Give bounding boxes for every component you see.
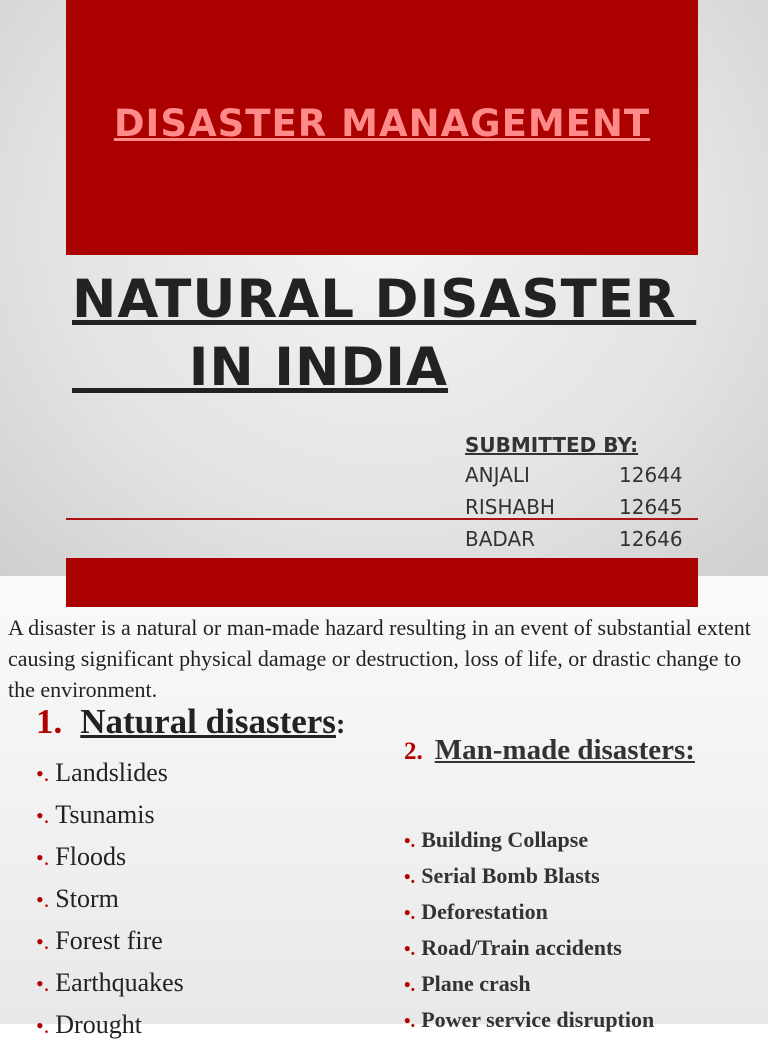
member-row xyxy=(465,495,725,527)
member-row xyxy=(465,527,725,559)
bullet-icon: •. xyxy=(404,1011,416,1032)
bullet-icon: •. xyxy=(404,867,416,888)
manmade-disasters-list xyxy=(404,822,654,1038)
bullet-icon: •. xyxy=(404,831,416,852)
bullet-icon: •. xyxy=(36,845,50,870)
member-name: ANJALI xyxy=(465,463,530,487)
presentation-subject: DISASTER MANAGEMENT xyxy=(113,102,651,145)
bottom-banner xyxy=(66,558,698,576)
bullet-icon: •. xyxy=(36,803,50,828)
list-item xyxy=(404,822,654,858)
list-item-label: Power service disruption xyxy=(421,1007,655,1032)
list-item xyxy=(36,794,184,836)
list-item-label: Floods xyxy=(55,842,127,871)
list-item xyxy=(36,920,184,962)
bullet-icon: •. xyxy=(404,903,416,924)
main-title-line-1: NATURAL DISASTER xyxy=(72,269,697,330)
definition-paragraph: A disaster is a natural or man-made hazard resulting in an event of substantial extent causing significant physical damage or destruction, loss of life, or drastic change to the environment. xyxy=(8,615,751,702)
member-name: BADAR xyxy=(465,527,536,551)
section-title: Man-made disasters: xyxy=(434,734,695,766)
bullet-icon: •. xyxy=(404,939,416,960)
member-row xyxy=(465,463,725,495)
section-number: 1. xyxy=(36,702,63,741)
section-colon: : xyxy=(335,709,346,740)
content-slide xyxy=(0,576,768,1039)
list-item xyxy=(404,966,654,1002)
top-banner xyxy=(66,576,698,607)
member-roll: 12646 xyxy=(619,527,683,551)
main-title xyxy=(72,266,742,402)
list-item xyxy=(36,962,184,1004)
member-name: RISHABH xyxy=(465,495,555,519)
member-roll: 12645 xyxy=(619,495,683,519)
natural-disasters-list xyxy=(36,752,184,1046)
list-item xyxy=(36,1004,184,1046)
list-item-label: Storm xyxy=(55,884,119,913)
list-item xyxy=(404,858,654,894)
bullet-icon: •. xyxy=(36,929,50,954)
main-title-line-2: IN INDIA xyxy=(72,337,449,398)
list-item xyxy=(404,894,654,930)
section-title: Natural disasters xyxy=(80,702,336,741)
list-item-label: Landslides xyxy=(55,758,168,787)
list-item-label: Deforestation xyxy=(421,899,548,924)
list-item-label: Forest fire xyxy=(55,926,163,955)
list-item xyxy=(404,1002,654,1038)
bullet-icon: •. xyxy=(36,1013,50,1038)
list-item-label: Plane crash xyxy=(421,971,531,996)
list-item-label: Tsunamis xyxy=(55,800,155,829)
list-item xyxy=(36,878,184,920)
bullet-icon: •. xyxy=(36,887,50,912)
list-item xyxy=(36,836,184,878)
list-item-label: Building Collapse xyxy=(421,827,589,852)
natural-disasters-heading xyxy=(36,702,345,742)
member-roll: 12644 xyxy=(619,463,683,487)
list-item xyxy=(404,930,654,966)
list-item-label: Drought xyxy=(55,1010,142,1039)
section-number: 2. xyxy=(404,738,423,765)
bullet-icon: •. xyxy=(404,975,416,996)
list-item-label: Serial Bomb Blasts xyxy=(421,863,600,888)
bullet-icon: •. xyxy=(36,761,50,786)
list-item-label: Road/Train accidents xyxy=(421,935,622,960)
submitted-by-heading: SUBMITTED BY: xyxy=(465,433,639,457)
list-item xyxy=(36,752,184,794)
manmade-disasters-heading xyxy=(404,734,695,767)
bullet-icon: •. xyxy=(36,971,50,996)
list-item-label: Earthquakes xyxy=(55,968,184,997)
